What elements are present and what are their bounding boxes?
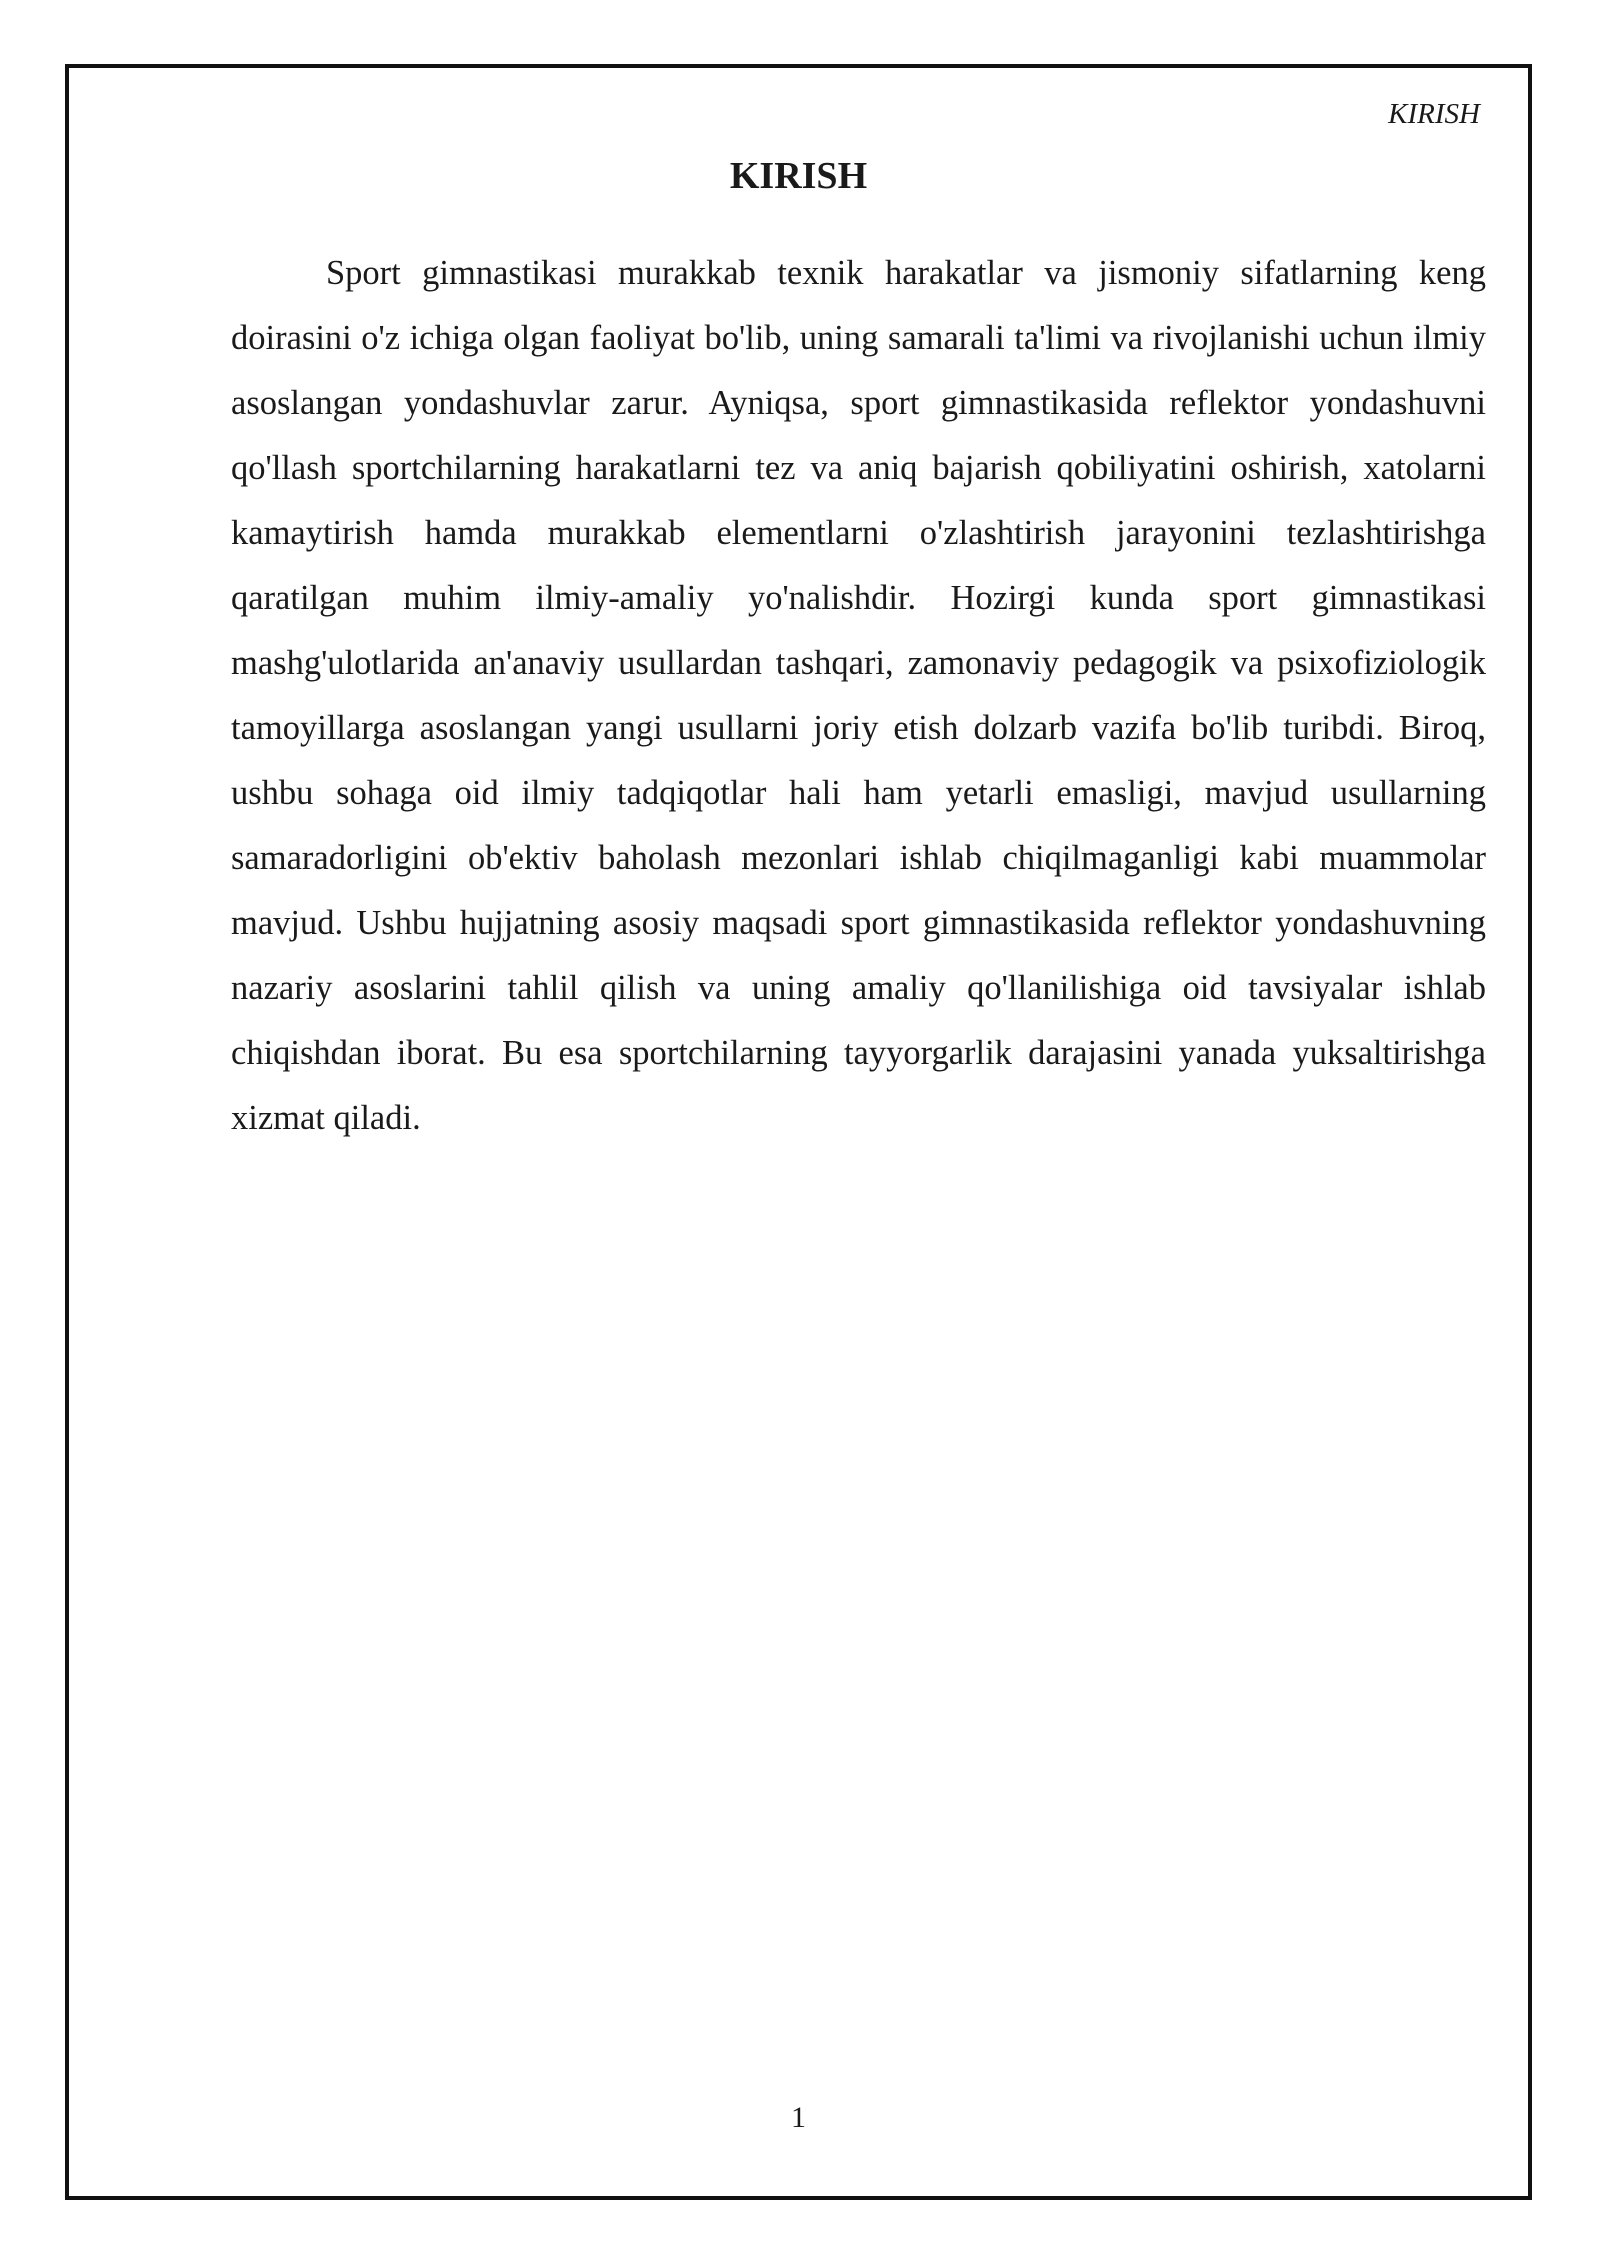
page-title: KIRISH — [729, 155, 868, 197]
body-paragraph: Sport gimnastikasi murakkab texnik harakatlar va jismoniy sifatlarning keng doirasini o'z ichiga olgan faoliyat bo'lib, uning samarali ta'limi va rivojlanishi uchun ilmiy asoslangan yondashuvlar zarur. Ayniqsa, sport gimnastikasida reflektor yondashuvni qo'llash sportchilarning harakatlarni tez va aniq bajarish qobiliyatini oshirish, xatolarni kamaytirish hamda murakkab elementlarni o'zlashtirish jarayonini tezlashtirishga qaratilgan muhim ilmiy-amaliy yo'nalishdir. Hozirgi kunda sport gimnastikasi mashg'ulotlarida an'anaviy usullardan tashqari, zamonaviy pedagogik va psixofiziologik tamoyillarga asoslangan yangi usullarni joriy etish dolzarb vazifa bo'lib turibdi. Biroq, ushbu sohaga oid ilmiy tadqiqotlar hali ham yetarli emasligi, mavjud usullarning samaradorligini ob'ektiv baholash mezonlari ishlab chiqilmaganligi kabi muammolar mavjud. Ushbu hujjatning asosiy maqsadi sport gimnastikasida reflektor yondashuvning nazariy asoslarini tahlil qilish va uning amaliy qo'llanilishiga oid tavsiyalar ishlab chiqishdan iborat. Bu esa sportchilarning tayyorgarlik darajasini yanada yuksaltirishga xizmat qiladi. — [231, 254, 1486, 1137]
running-header: KIRISH — [1388, 98, 1480, 130]
page-border — [65, 64, 1532, 2200]
page-number: 1 — [791, 2101, 806, 2134]
